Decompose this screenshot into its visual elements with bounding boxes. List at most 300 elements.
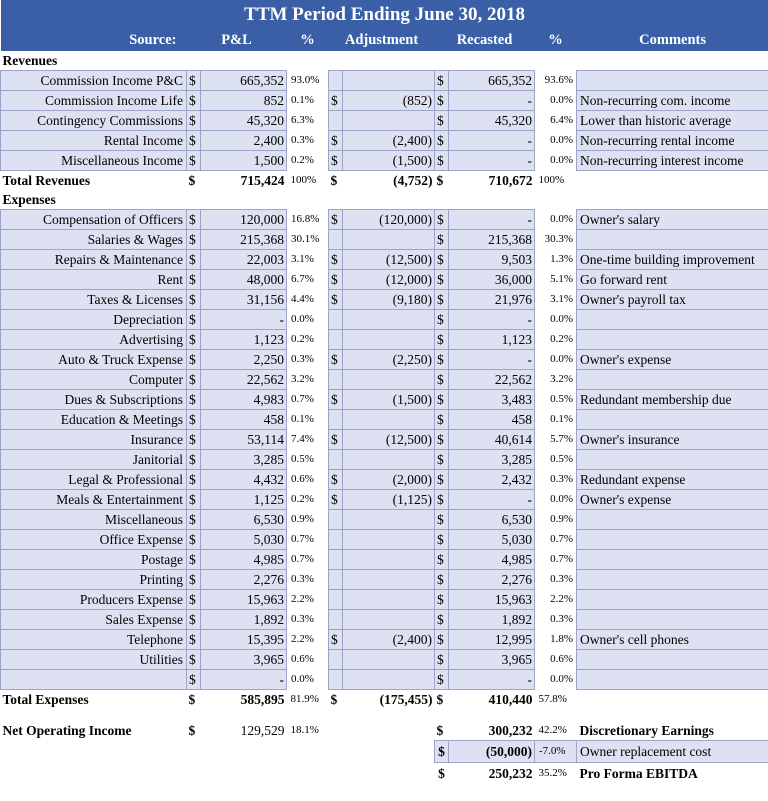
row-label: Rental Income (1, 131, 187, 151)
pl-value: 22,562 (201, 370, 287, 390)
noi-pl-percent: 18.1% (290, 724, 319, 737)
recasted-percent: 0.7% (550, 533, 573, 545)
recasted-value: 40,614 (449, 430, 535, 450)
total-expenses-row (1, 690, 768, 710)
adjustment-value (343, 410, 435, 430)
total-comment-blank (577, 690, 768, 710)
comment (577, 530, 768, 550)
currency-symbol: $ (187, 390, 201, 410)
expense-row (1, 650, 768, 670)
row-label: Commission Income P&C (1, 71, 187, 91)
recasted-value: 2,432 (449, 470, 535, 490)
currency-symbol: $ (329, 350, 343, 370)
currency-symbol: $ (187, 111, 201, 131)
pl-percent: 0.7% (291, 553, 314, 565)
row-label: Advertising (1, 330, 187, 350)
pl-percent: 3.2% (291, 373, 314, 385)
adjustment-value: (12,000) (343, 270, 435, 290)
comment (577, 71, 768, 91)
expense-row (1, 530, 768, 550)
expense-row (1, 590, 768, 610)
recasted-value: 12,995 (449, 630, 535, 650)
currency-symbol: $ (435, 71, 449, 91)
recasted-percent: 0.0% (550, 134, 573, 146)
adjustment-value: (1,125) (343, 490, 435, 510)
pl-percent: 0.9% (291, 513, 314, 525)
pl-percent: 0.5% (291, 453, 314, 465)
adj-blank (329, 550, 343, 570)
adj-blank (329, 590, 343, 610)
currency-symbol: $ (435, 590, 449, 610)
pl-percent: 2.2% (291, 593, 314, 605)
recasted-value: - (449, 151, 535, 171)
pl-percent: 0.1% (291, 413, 314, 425)
adjustment-value: (12,500) (343, 250, 435, 270)
noi-recasted-percent: 42.2% (538, 724, 567, 736)
recasted-percent: 5.7% (550, 433, 573, 445)
currency-symbol: $ (329, 470, 343, 490)
recasted-percent: 0.0% (550, 94, 573, 106)
currency-symbol: $ (435, 250, 449, 270)
currency-symbol: $ (436, 692, 444, 707)
currency-symbol: $ (187, 670, 201, 690)
total-recasted-percent: 100% (538, 173, 565, 186)
currency-symbol: $ (436, 723, 444, 738)
pl-value: 6,530 (201, 510, 287, 530)
currency-symbol: $ (187, 91, 201, 111)
currency-symbol: $ (330, 692, 338, 707)
recasted-percent: 93.6% (544, 74, 573, 86)
currency-symbol: $ (435, 741, 449, 763)
expense-row (1, 350, 768, 370)
section-revenues (1, 51, 768, 71)
currency-symbol: $ (435, 270, 449, 290)
adj-blank (329, 610, 343, 630)
row-label: Commission Income Life (1, 91, 187, 111)
row-label: Dues & Subscriptions (1, 390, 187, 410)
pl-percent: 0.7% (291, 533, 314, 545)
adj-blank (329, 410, 343, 430)
currency-symbol: $ (187, 210, 201, 230)
header-pct-recasted: % (535, 30, 577, 51)
currency-symbol: $ (187, 550, 201, 570)
section-revenues-label: Revenues (2, 53, 58, 68)
column-headers (1, 30, 768, 51)
adjustment-value (343, 310, 435, 330)
currency-symbol: $ (435, 570, 449, 590)
currency-symbol: $ (187, 530, 201, 550)
comment: Redundant expense (577, 470, 768, 490)
pl-percent: 6.7% (291, 273, 314, 285)
owner-replacement-row-value: (50,000) (449, 741, 535, 763)
currency-symbol: $ (435, 310, 449, 330)
recasted-value: 1,892 (449, 610, 535, 630)
adj-blank (329, 370, 343, 390)
pl-percent: 0.6% (291, 653, 314, 665)
row-label: Repairs & Maintenance (1, 250, 187, 270)
adjustment-value (343, 230, 435, 250)
adjustment-value: (120,000) (343, 210, 435, 230)
comment: Owner's payroll tax (577, 290, 768, 310)
recasted-percent: 0.5% (550, 393, 573, 405)
noi-pl: 129,529 (240, 723, 285, 739)
comment: Non-recurring com. income (577, 91, 768, 111)
expense-row (1, 630, 768, 650)
total-adjustment: (4,752) (393, 173, 433, 188)
expense-row (1, 550, 768, 570)
pl-value: 22,003 (201, 250, 287, 270)
adjustment-value (343, 450, 435, 470)
adjustment-value (343, 510, 435, 530)
currency-symbol: $ (436, 173, 444, 188)
comment (577, 230, 768, 250)
recasted-value: 2,276 (449, 570, 535, 590)
pl-value: 3,965 (201, 650, 287, 670)
pl-value: 31,156 (201, 290, 287, 310)
recasted-value: 9,503 (449, 250, 535, 270)
adjustment-value: (2,250) (343, 350, 435, 370)
recasted-percent: 6.4% (550, 114, 573, 126)
revenue-row (1, 91, 768, 111)
pl-percent: 3.1% (291, 253, 314, 265)
comment: Owner's insurance (577, 430, 768, 450)
comment (577, 590, 768, 610)
header-source: Source: (1, 30, 187, 51)
row-label: Postage (1, 550, 187, 570)
row-label: Insurance (1, 430, 187, 450)
owner-replacement-row (1, 741, 768, 763)
currency-symbol: $ (435, 350, 449, 370)
row-label: Computer (1, 370, 187, 390)
comment (577, 570, 768, 590)
adj-blank (329, 230, 343, 250)
currency-symbol: $ (435, 290, 449, 310)
currency-symbol: $ (187, 270, 201, 290)
currency-symbol: $ (435, 610, 449, 630)
currency-symbol: $ (329, 151, 343, 171)
expense-row (1, 670, 768, 690)
currency-symbol: $ (329, 390, 343, 410)
spacer-row (1, 709, 768, 721)
section-expenses-label: Expenses (2, 192, 56, 207)
currency-symbol: $ (435, 230, 449, 250)
row-label: Miscellaneous (1, 510, 187, 530)
currency-symbol: $ (187, 230, 201, 250)
row-label: Utilities (1, 650, 187, 670)
expense-row (1, 410, 768, 430)
row-label: Legal & Professional (1, 470, 187, 490)
expense-row (1, 610, 768, 630)
pro-forma-row-comment: Pro Forma EBITDA (579, 766, 698, 782)
adjustment-value: (1,500) (343, 390, 435, 410)
total-recasted-percent: 57.8% (538, 692, 567, 705)
pl-value: 48,000 (201, 270, 287, 290)
pl-percent: 0.6% (291, 473, 314, 485)
adj-blank (329, 310, 343, 330)
adj-blank (329, 330, 343, 350)
comment: Owner's expense (577, 350, 768, 370)
total-revenues-row (1, 171, 768, 191)
recasted-percent: 0.0% (550, 673, 573, 685)
currency-symbol: $ (187, 510, 201, 530)
adjustment-value (343, 550, 435, 570)
pl-value: 15,963 (201, 590, 287, 610)
row-label: Miscellaneous Income (1, 151, 187, 171)
comment: Go forward rent (577, 270, 768, 290)
pl-value: 4,983 (201, 390, 287, 410)
currency-symbol: $ (188, 173, 196, 188)
pl-value: 4,985 (201, 550, 287, 570)
adjustment-value: (852) (343, 91, 435, 111)
owner-replacement-row-percent: -7.0% (535, 741, 577, 763)
adj-blank (329, 510, 343, 530)
blank (1, 763, 435, 785)
comment: Owner's expense (577, 490, 768, 510)
recasted-value: 6,530 (449, 510, 535, 530)
expense-row (1, 390, 768, 410)
revenue-row (1, 131, 768, 151)
currency-symbol: $ (187, 71, 201, 91)
pl-percent: 16.8% (291, 213, 320, 225)
currency-symbol: $ (187, 470, 201, 490)
adjustment-value: (2,400) (343, 630, 435, 650)
pl-value: 458 (201, 410, 287, 430)
currency-symbol: $ (329, 210, 343, 230)
currency-symbol: $ (435, 131, 449, 151)
currency-symbol: $ (187, 151, 201, 171)
row-label (1, 670, 187, 690)
comment (577, 310, 768, 330)
total-recasted: 410,440 (488, 692, 533, 707)
currency-symbol: $ (329, 490, 343, 510)
net-operating-income-row (1, 721, 768, 741)
recasted-value: - (449, 670, 535, 690)
currency-symbol: $ (329, 250, 343, 270)
pl-percent: 0.3% (291, 353, 314, 365)
currency-symbol: $ (435, 630, 449, 650)
pl-percent: 2.2% (291, 633, 314, 645)
comment: Non-recurring interest income (577, 151, 768, 171)
recasted-percent: 1.3% (550, 253, 573, 265)
recasted-value: 215,368 (449, 230, 535, 250)
page-title: TTM Period Ending June 30, 2018 (1, 0, 768, 30)
currency-symbol: $ (435, 530, 449, 550)
row-label: Depreciation (1, 310, 187, 330)
recasted-value: 5,030 (449, 530, 535, 550)
currency-symbol: $ (329, 630, 343, 650)
pl-value: 852 (201, 91, 287, 111)
adj-blank (329, 111, 343, 131)
pl-value: 215,368 (201, 230, 287, 250)
adjustment-value (343, 570, 435, 590)
pl-value: 1,123 (201, 330, 287, 350)
header-pl: P&L (187, 30, 287, 51)
pl-value: - (201, 310, 287, 330)
currency-symbol: $ (435, 510, 449, 530)
currency-symbol: $ (435, 550, 449, 570)
expense-row (1, 210, 768, 230)
pro-forma-row-percent: 35.2% (538, 767, 567, 780)
currency-symbol: $ (438, 766, 445, 782)
recasted-percent: 3.2% (550, 373, 573, 385)
currency-symbol: $ (187, 370, 201, 390)
adjustment-value: (9,180) (343, 290, 435, 310)
currency-symbol: $ (187, 490, 201, 510)
header-pct: % (287, 30, 329, 51)
recasted-percent: 3.1% (550, 293, 573, 305)
row-label: Rent (1, 270, 187, 290)
recasted-percent: 0.9% (550, 513, 573, 525)
row-label: Office Expense (1, 530, 187, 550)
adj-blank (329, 71, 343, 91)
recasted-percent: 0.1% (550, 413, 573, 425)
pl-value: - (201, 670, 287, 690)
pl-value: 1,500 (201, 151, 287, 171)
total-pl-percent: 100% (290, 173, 317, 186)
recasted-value: 1,123 (449, 330, 535, 350)
comment: Lower than historic average (577, 111, 768, 131)
pl-percent: 0.2% (291, 493, 314, 505)
recasted-percent: 0.0% (550, 493, 573, 505)
comment (577, 510, 768, 530)
comment (577, 450, 768, 470)
spacer (1, 709, 768, 721)
row-label: Telephone (1, 630, 187, 650)
pl-percent: 6.3% (291, 114, 314, 126)
currency-symbol: $ (329, 290, 343, 310)
currency-symbol: $ (435, 670, 449, 690)
row-label: Printing (1, 570, 187, 590)
recasted-value: - (449, 490, 535, 510)
adjustment-value (343, 610, 435, 630)
recasted-value: 15,963 (449, 590, 535, 610)
adjustment-value: (2,400) (343, 131, 435, 151)
currency-symbol: $ (187, 350, 201, 370)
recasted-value: 4,985 (449, 550, 535, 570)
total-comment-blank (577, 171, 768, 191)
expense-row (1, 470, 768, 490)
recasted-value: 3,965 (449, 650, 535, 670)
noi-recasted: 300,232 (488, 723, 533, 738)
recasted-percent: 5.1% (550, 273, 573, 285)
comment: Owner's cell phones (577, 630, 768, 650)
currency-symbol: $ (435, 390, 449, 410)
recasted-percent: 0.0% (550, 313, 573, 325)
currency-symbol: $ (329, 270, 343, 290)
header-recasted: Recasted (435, 30, 535, 51)
currency-symbol: $ (435, 410, 449, 430)
adjustment-value: (1,500) (343, 151, 435, 171)
recasted-percent: 2.2% (550, 593, 573, 605)
expense-row (1, 330, 768, 350)
total-pl: 585,895 (240, 692, 285, 707)
pro-forma-row (1, 763, 768, 785)
pl-percent: 0.3% (291, 613, 314, 625)
total-label: Total Expenses (2, 692, 89, 707)
revenue-row (1, 151, 768, 171)
recasted-value: 45,320 (449, 111, 535, 131)
currency-symbol: $ (435, 450, 449, 470)
currency-symbol: $ (188, 723, 196, 739)
recasted-percent: 0.6% (550, 653, 573, 665)
recasted-percent: 0.5% (550, 453, 573, 465)
total-recasted: 710,672 (488, 173, 533, 188)
adj-blank (329, 450, 343, 470)
recasted-value: - (449, 350, 535, 370)
recasted-value: 21,976 (449, 290, 535, 310)
currency-symbol: $ (187, 570, 201, 590)
pl-value: 2,276 (201, 570, 287, 590)
currency-symbol: $ (187, 630, 201, 650)
total-pl-percent: 81.9% (290, 692, 319, 705)
recasted-value: 36,000 (449, 270, 535, 290)
adjustment-value (343, 590, 435, 610)
recasted-percent: 0.3% (550, 573, 573, 585)
adjustment-value: (12,500) (343, 430, 435, 450)
total-adjustment: (175,455) (379, 692, 433, 707)
currency-symbol: $ (435, 151, 449, 171)
recasted-percent: 0.3% (550, 613, 573, 625)
recasted-percent: 1.8% (550, 633, 573, 645)
currency-symbol: $ (329, 91, 343, 111)
pl-percent: 93.0% (291, 74, 320, 86)
currency-symbol: $ (329, 430, 343, 450)
row-label: Education & Meetings (1, 410, 187, 430)
pl-value: 1,892 (201, 610, 287, 630)
adjustment-value (343, 650, 435, 670)
adjustment-value (343, 670, 435, 690)
expense-row (1, 270, 768, 290)
expense-row (1, 450, 768, 470)
pl-percent: 4.4% (291, 293, 314, 305)
pl-percent: 0.1% (291, 94, 314, 106)
currency-symbol: $ (435, 470, 449, 490)
pl-value: 120,000 (201, 210, 287, 230)
pl-value: 665,352 (201, 71, 287, 91)
adj-blank (329, 650, 343, 670)
currency-symbol: $ (187, 610, 201, 630)
currency-symbol: $ (435, 91, 449, 111)
total-label: Total Revenues (2, 173, 91, 188)
currency-symbol: $ (187, 250, 201, 270)
row-label: Compensation of Officers (1, 210, 187, 230)
recasted-percent: 0.7% (550, 553, 573, 565)
comment (577, 410, 768, 430)
currency-symbol: $ (435, 650, 449, 670)
pl-value: 53,114 (201, 430, 287, 450)
comment (577, 650, 768, 670)
comment: Non-recurring rental income (577, 131, 768, 151)
expense-row (1, 510, 768, 530)
row-label: Sales Expense (1, 610, 187, 630)
expense-row (1, 230, 768, 250)
recasted-percent: 0.0% (550, 353, 573, 365)
adjustment-value (343, 330, 435, 350)
pl-value: 1,125 (201, 490, 287, 510)
pl-percent: 0.2% (291, 154, 314, 166)
noi-label: Net Operating Income (2, 723, 132, 739)
header-comments: Comments (577, 30, 768, 51)
recasted-value: - (449, 91, 535, 111)
recasted-value: - (449, 131, 535, 151)
recasted-value: 3,483 (449, 390, 535, 410)
pro-forma-row-value: 250,232 (488, 766, 533, 782)
comment: Redundant membership due (577, 390, 768, 410)
pl-value: 4,432 (201, 470, 287, 490)
expense-row (1, 370, 768, 390)
blank (1, 741, 435, 763)
row-label: Janitorial (1, 450, 187, 470)
